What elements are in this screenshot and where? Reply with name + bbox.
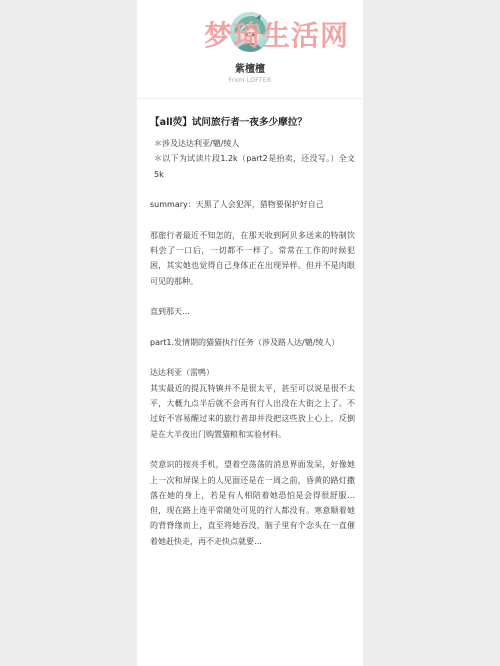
post-body — [150, 136, 355, 564]
post-card — [137, 0, 363, 666]
paragraph-1: 那旅行者最近不知怎的，在那天收到阿贝多送来的特制饮料尝了一口后，一切都不一样了。常常在工作的时候犯困，其实她也觉得自己身体正在出现异样。但并不是肉眼可见的那种。 — [150, 230, 355, 286]
tag-line: ＊涉及达达利亚/魈/绫人 — [154, 139, 240, 148]
author-name[interactable]: 紫檀檀 — [235, 64, 265, 75]
line-until: 直到那天… — [150, 307, 190, 317]
header-divider — [137, 98, 363, 99]
paragraph-3: 荧意识的按亮手机，望着空荡荡的消息界面发呆，好像她上一次和屏保上的人见面还是在一周之前，昏黄的路灯撒落在她的身上，若是有人相陪着她恐怕是会得很舒服…但，现在路上连平常随处可见的行人都没有。寒意顺着她的背脊缘而上，直至将她吞没，脑子里有个念头在一直催着她赶快走，再不走快点就要… — [150, 460, 355, 546]
site-watermark: 梦琦生活网 — [203, 19, 349, 52]
note-line: ＊以下为试读片段1.2k（part2是抬卖，还没写。）全文5k — [154, 154, 355, 179]
paragraph-2: 其实最近的提瓦特镇并不是很太平，甚至可以说是很不太平，大概九点半后就不会再有行人出没在大街之上了。不过好不容易醒过来的旅行者却并没把这些放上心上，反倒是在大半夜出门购置猫粮和实验材料。 — [150, 383, 355, 439]
source-label: From LOFTER — [228, 77, 272, 84]
section-name: 达达利亚（雷鸭） — [150, 368, 214, 378]
part1-heading: part1.发情期的猫猫执行任务（涉及路人达/魈/绫人） — [150, 337, 340, 347]
summary-line: summary：天黑了人会犯浑，猎物要保护好自己 — [150, 200, 324, 210]
post-title: 【all荧】试问旅行者一夜多少摩拉？ — [150, 117, 307, 128]
